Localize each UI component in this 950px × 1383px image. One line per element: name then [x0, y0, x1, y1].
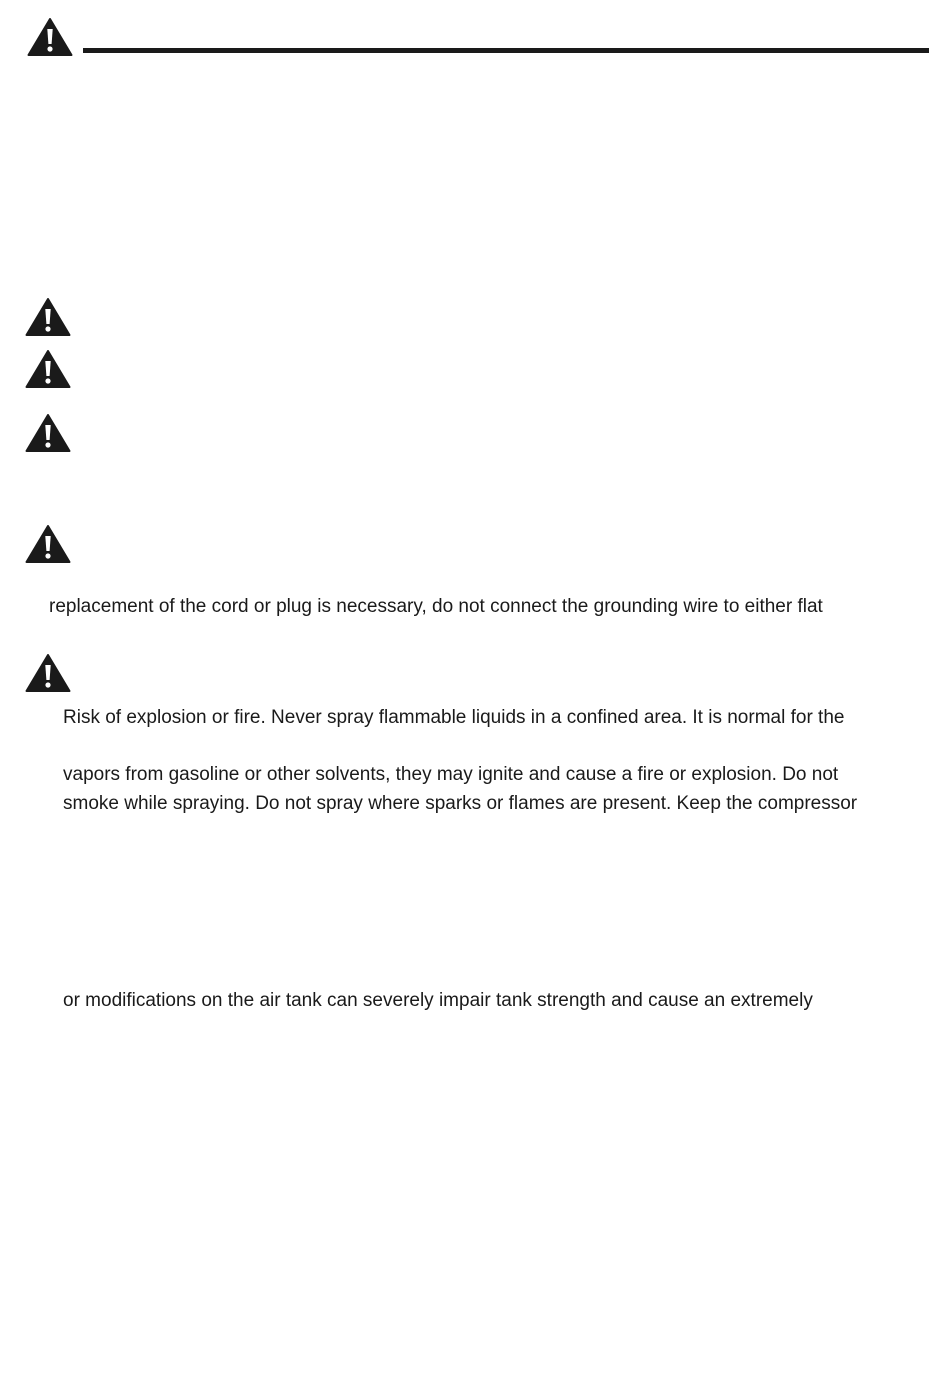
- air-tank-warning-line: or modifications on the air tank can severely impair tank strength and cause an extremely: [63, 990, 813, 1011]
- warning-triangle-icon: [25, 524, 71, 564]
- header-rule: [83, 48, 929, 53]
- warning-triangle-icon: [25, 297, 71, 337]
- fire-warning-line-1: Risk of explosion or fire. Never spray flammable liquids in a confined area. It is normal for the: [63, 707, 845, 728]
- fire-warning-line-2: vapors from gasoline or other solvents, they may ignite and cause a fire or explosion. Do not: [63, 764, 839, 785]
- grounding-text-line: replacement of the cord or plug is necessary, do not connect the grounding wire to either flat: [49, 596, 823, 617]
- warning-triangle-icon: [27, 17, 73, 57]
- warning-triangle-icon: [25, 349, 71, 389]
- warning-triangle-icon: [25, 413, 71, 453]
- fire-warning-line-3: smoke while spraying. Do not spray where sparks or flames are present. Keep the compressor: [63, 793, 858, 814]
- warning-triangle-icon: [25, 653, 71, 693]
